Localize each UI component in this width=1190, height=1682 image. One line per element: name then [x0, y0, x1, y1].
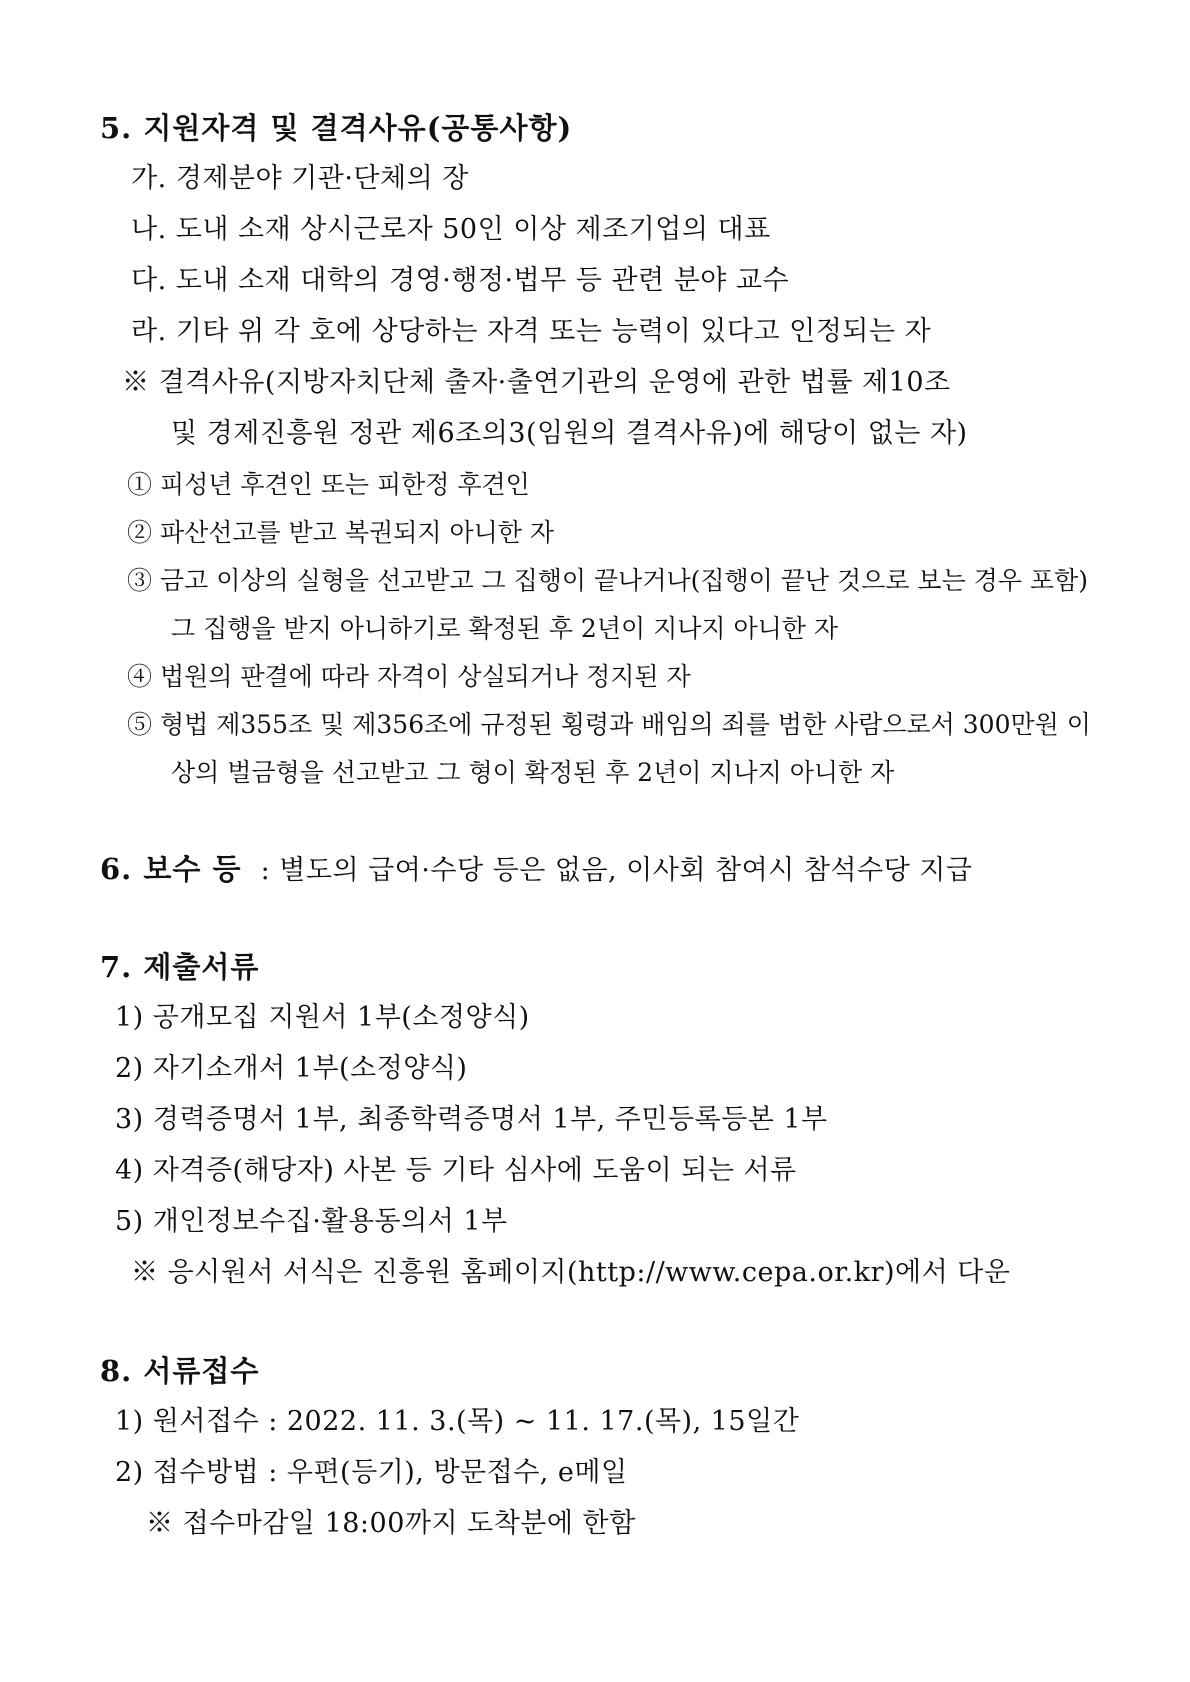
disq-item-5: ⑤ 형법 제355조 및 제356조에 규정된 횡령과 배임의 죄를 범한 사람으로서 300만원 이 [127, 710, 1091, 739]
disq-item-2: ② 파산선고를 받고 복권되지 아니한 자 [127, 518, 554, 547]
section5-note-line2: 및 경제진흥원 정관 제6조의3(임원의 결격사유)에 해당이 없는 자) [171, 418, 968, 449]
section6-label: 6. 보수 등 [100, 852, 242, 886]
section8-item-1: 1) 원서접수 : 2022. 11. 3.(목) ~ 11. 17.(목), 15일간 [115, 1406, 800, 1437]
section5-item-ga: 가. 경제분야 기관·단체의 장 [131, 163, 469, 194]
section7-heading: 7. 제출서류 [100, 950, 260, 984]
section5-note-line1: ※ 결격사유(지방자치단체 출자·출연기관의 운영에 관한 법률 제10조 [122, 367, 951, 398]
section7-item-5: 5) 개인정보수집·활용동의서 1부 [115, 1206, 508, 1237]
section5-item-ra: 라. 기타 위 각 호에 상당하는 자격 또는 능력이 있다고 인정되는 자 [131, 316, 932, 347]
section6-row [100, 852, 972, 888]
section8-note: ※ 접수마감일 18:00까지 도착분에 한함 [146, 1508, 636, 1539]
section8-item-2: 2) 접수방법 : 우편(등기), 방문접수, e메일 [115, 1457, 628, 1488]
section5-heading: 5. 지원자격 및 결격사유(공통사항) [100, 111, 573, 145]
section7-item-4: 4) 자격증(해당자) 사본 등 기타 심사에 도움이 되는 서류 [115, 1155, 797, 1186]
disq-item-4: ④ 법원의 판결에 따라 자격이 상실되거나 정지된 자 [127, 662, 691, 691]
section5-item-na: 나. 도내 소재 상시근로자 50인 이상 제조기업의 대표 [131, 214, 771, 245]
section5-item-da: 다. 도내 소재 대학의 경영·행정·법무 등 관련 분야 교수 [131, 265, 790, 296]
section7-item-3: 3) 경력증명서 1부, 최종학력증명서 1부, 주민등록등본 1부 [115, 1104, 828, 1135]
section7-note: ※ 응시원서 서식은 진흥원 홈페이지(http://www.cepa.or.kr)에서 다운 [131, 1257, 1011, 1288]
disq-item-3-cont: 그 집행을 받지 아니하기로 확정된 후 2년이 지나지 아니한 자 [171, 614, 839, 643]
disq-item-3: ③ 금고 이상의 실형을 선고받고 그 집행이 끝나거나(집행이 끝난 것으로 보는 경우 포함) [127, 566, 1088, 595]
section7-item-2: 2) 자기소개서 1부(소정양식) [115, 1053, 468, 1084]
disq-item-5-cont: 상의 벌금형을 선고받고 그 형이 확정된 후 2년이 지나지 아니한 자 [171, 758, 895, 787]
section7-item-1: 1) 공개모집 지원서 1부(소정양식) [115, 1002, 530, 1033]
disq-item-1: ① 피성년 후견인 또는 피한정 후견인 [127, 470, 530, 499]
section6-text: : 별도의 급여·수당 등은 없음, 이사회 참여시 참석수당 지급 [260, 855, 973, 886]
section8-heading: 8. 서류접수 [100, 1354, 260, 1388]
